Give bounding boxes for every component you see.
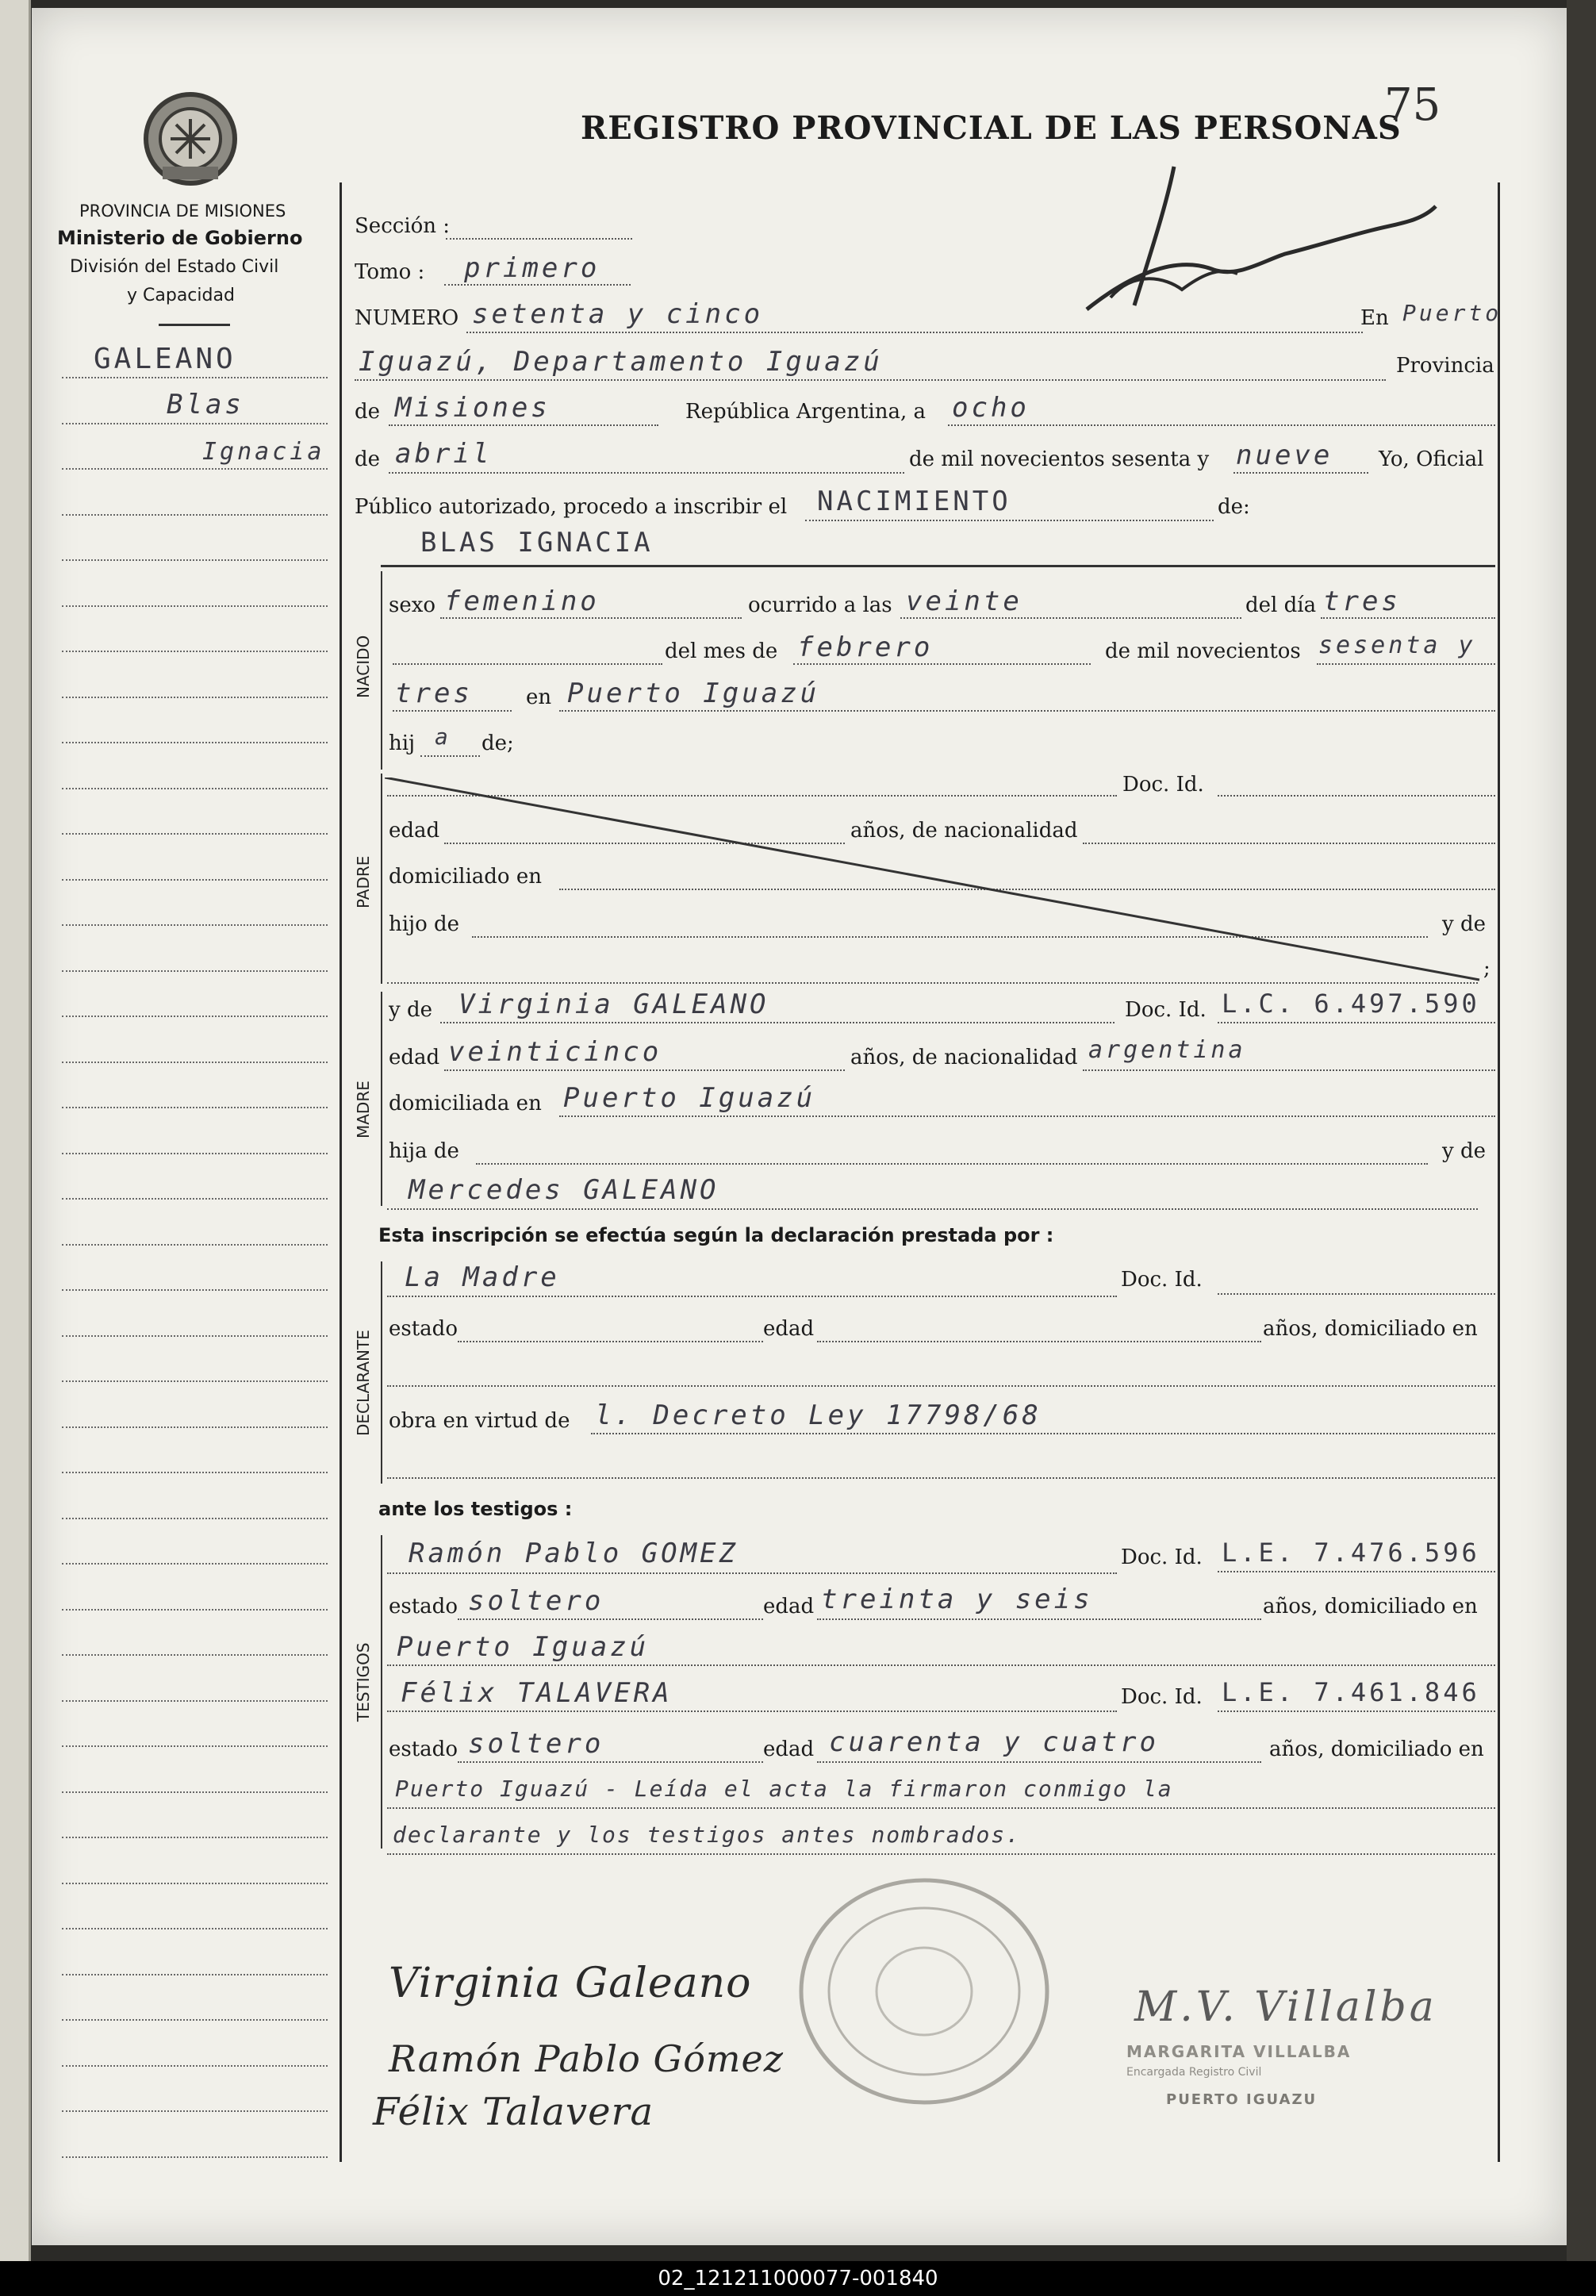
- t2-domic: Puerto Iguazú - Leída el acta la firmaron conmigo la: [395, 1776, 1173, 1802]
- del-mes-label: del mes de: [665, 639, 778, 663]
- padre-strikeout: [385, 777, 1495, 992]
- madre-yde2-label: y de: [1442, 1139, 1486, 1163]
- hora-value: veinte: [906, 586, 1022, 617]
- declarante-estado-line: [458, 1341, 763, 1342]
- madre-bracket: [381, 992, 382, 1206]
- numero-value: setenta y cinco: [472, 298, 764, 330]
- acto-value: NACIMIENTO: [817, 486, 1011, 517]
- month-line: [389, 472, 904, 474]
- ocurrido-label: ocurrido a las: [748, 593, 892, 617]
- declarante-estado-label: estado: [389, 1317, 458, 1341]
- anio2-line: [393, 710, 512, 712]
- padre-doc-label: Doc. Id.: [1122, 773, 1204, 797]
- margin-name-1: Blas: [167, 389, 244, 420]
- madre-name-line: [440, 1022, 1115, 1023]
- t2-doc-value: L.E. 7.461.846: [1222, 1677, 1480, 1707]
- mil-label: de mil novecientos: [1105, 639, 1301, 663]
- tomo-value: primero: [464, 252, 600, 284]
- signature-declarante: Virginia Galeano: [389, 1960, 752, 2007]
- place-line: [355, 379, 1386, 381]
- declarante-edad-line: [817, 1341, 1261, 1342]
- declaracion-text: Esta inscripción se efectúa según la declaración prestada por :: [378, 1224, 1054, 1246]
- numero-label: NUMERO: [355, 306, 459, 330]
- t2-anios-label: años, domiciliado en: [1269, 1737, 1484, 1761]
- declarante-domic-line: [387, 1385, 1495, 1387]
- org-line-1: PROVINCIA DE MISIONES: [79, 202, 286, 221]
- declarante-doc-label: Doc. Id.: [1121, 1268, 1203, 1292]
- lugar-line: [559, 710, 1495, 712]
- en-value: Puerto: [1402, 300, 1502, 326]
- t2-estado-line: [458, 1761, 763, 1763]
- anio-line: [1317, 663, 1495, 665]
- year-value: nueve: [1236, 440, 1333, 471]
- madre-mother-value: Mercedes GALEANO: [409, 1174, 719, 1206]
- book-spine: [0, 0, 31, 2261]
- madre-edad-label: edad: [389, 1046, 440, 1069]
- nacido-bracket: [381, 571, 382, 770]
- t1-estado-line: [458, 1618, 763, 1620]
- mes-value: febrero: [797, 632, 934, 663]
- de2-label: de: [355, 447, 381, 471]
- oficial-stamp-title: Encargada Registro Civil: [1126, 2066, 1262, 2079]
- madre-edad-line: [444, 1069, 845, 1071]
- hij-suffix: a: [435, 724, 451, 750]
- signature-oficial: M.V. Villalba: [1134, 1983, 1437, 2031]
- t1-estado-label: estado: [389, 1595, 458, 1618]
- day-line: [948, 424, 1495, 426]
- t1-edad: treinta y seis: [821, 1584, 1093, 1615]
- hij-label: hij: [389, 731, 416, 755]
- margin-name-2: Ignacia: [202, 438, 325, 466]
- padre-anios-label: años, de nacionalidad: [850, 819, 1078, 843]
- tomo-label: Tomo :: [355, 260, 425, 284]
- padre-yde-label: y de: [1442, 912, 1486, 936]
- anio-value-2: tres: [395, 678, 473, 709]
- padre-hijo-label: hijo de: [389, 912, 460, 936]
- madre-doc-label: Doc. Id.: [1125, 998, 1207, 1022]
- declarante-bracket: [381, 1261, 382, 1484]
- closing-line: [387, 1853, 1495, 1855]
- nacido-label: NACIDO: [354, 635, 373, 698]
- org-line-2: Ministerio de Gobierno: [57, 227, 303, 249]
- declarante-doc-line: [1218, 1293, 1495, 1295]
- org-line-3: División del Estado Civil: [70, 257, 279, 277]
- madre-yde-label: y de: [389, 998, 432, 1022]
- t1-domic: Puerto Iguazú: [397, 1631, 650, 1663]
- madre-domic-label: domiciliada en: [389, 1092, 542, 1115]
- madre-hija-line: [476, 1163, 1428, 1165]
- declarante-name: La Madre: [405, 1261, 560, 1293]
- book-edge: [1567, 0, 1596, 2261]
- lugar-value: Puerto Iguazú: [567, 678, 820, 709]
- madre-doc-line: [1218, 1022, 1495, 1023]
- org-underline: [159, 324, 230, 326]
- padre-edad-label: edad: [389, 819, 440, 843]
- org-line-4: y Capacidad: [127, 286, 235, 305]
- republica-label: República Argentina, a: [685, 400, 926, 424]
- dia-value: tres: [1323, 586, 1401, 617]
- padre-semicolon: ;: [1483, 957, 1490, 981]
- t1-estado: soltero: [468, 1585, 604, 1617]
- seccion-line: [446, 238, 632, 240]
- hij-line: [420, 755, 480, 757]
- madre-domic-line: [559, 1115, 1495, 1117]
- t2-edad: cuarenta y cuatro: [829, 1726, 1159, 1758]
- madre-mother-line: [387, 1208, 1478, 1210]
- t2-edad-label: edad: [763, 1737, 815, 1761]
- de-label-nacido: de;: [481, 731, 514, 755]
- page-number: 75: [1384, 79, 1441, 131]
- t2-estado: soltero: [468, 1728, 604, 1760]
- provincial-seal: [139, 87, 242, 190]
- padre-label: PADRE: [354, 855, 373, 908]
- t1-name: Ramón Pablo GOMEZ: [409, 1538, 739, 1569]
- oficial-stamp-place: PUERTO IGUAZU: [1166, 2091, 1318, 2108]
- mes-line: [793, 663, 1091, 665]
- del-dia-label: del día: [1245, 593, 1317, 617]
- madre-edad-value: veinticinco: [448, 1036, 662, 1068]
- t1-doc-line: [1218, 1571, 1495, 1572]
- signature-testigo-2: Félix Talavera: [373, 2090, 654, 2134]
- t1-edad-label: edad: [763, 1595, 815, 1618]
- t2-name: Félix TALAVERA: [401, 1677, 673, 1709]
- registrant-name: BLAS IGNACIA: [420, 527, 654, 559]
- en-label-nacido: en: [526, 685, 552, 709]
- image-caption: 02_121211000077-001840: [658, 2267, 938, 2290]
- publico-text: Público autorizado, procedo a inscribir el: [355, 495, 788, 519]
- margin-surname: GALEANO: [94, 343, 236, 375]
- numero-line: [466, 332, 1363, 333]
- madre-name: Virginia GALEANO: [458, 989, 769, 1020]
- de3-label: de:: [1218, 495, 1250, 519]
- mes-pre-line: [393, 663, 662, 665]
- de-label: de: [355, 400, 381, 424]
- t1-doc-value: L.E. 7.476.596: [1222, 1538, 1480, 1568]
- t2-name-line: [387, 1710, 1117, 1712]
- t1-edad-line: [817, 1618, 1261, 1620]
- padre-bracket: [381, 774, 382, 984]
- t1-name-line: [387, 1572, 1117, 1574]
- year-line: [1233, 472, 1368, 474]
- obra-value: l. Decreto Ley 17798/68: [595, 1399, 1042, 1431]
- yo-label: Yo, Oficial: [1379, 447, 1484, 471]
- obra-label: obra en virtud de: [389, 1409, 570, 1433]
- madre-hija-label: hija de: [389, 1139, 459, 1163]
- t1-doc-label: Doc. Id.: [1121, 1545, 1203, 1569]
- margin-border: [340, 182, 342, 2162]
- padre-domic-label: domiciliado en: [389, 865, 542, 889]
- sexo-value: femenino: [444, 586, 600, 617]
- declarante-anios-label: años, domiciliado en: [1263, 1317, 1478, 1341]
- hora-line: [900, 617, 1241, 619]
- t2-domic-line: [387, 1807, 1495, 1809]
- right-border: [1498, 182, 1500, 2162]
- sexo-label: sexo: [389, 593, 436, 617]
- tomo-line: [444, 284, 631, 286]
- testigos-bracket: [381, 1535, 382, 1849]
- seccion-label: Sección :: [355, 214, 451, 238]
- registrant-line: [381, 565, 1495, 567]
- declarante-label: DECLARANTE: [354, 1330, 373, 1436]
- acto-line: [805, 520, 1214, 521]
- t2-edad-line: [817, 1761, 1261, 1763]
- testigos-label: TESTIGOS: [354, 1642, 373, 1722]
- oficial-stamp-name: MARGARITA VILLALBA: [1126, 2042, 1352, 2061]
- t1-anios-label: años, domiciliado en: [1263, 1595, 1478, 1618]
- closing-text: declarante y los testigos antes nombrados.: [393, 1822, 1022, 1848]
- day-value: ocho: [952, 392, 1030, 424]
- anio-value: sesenta y: [1318, 632, 1476, 659]
- madre-anios-label: años, de nacionalidad: [850, 1046, 1078, 1069]
- month-value: abril: [395, 438, 493, 470]
- signature-testigo-1: Ramón Pablo Gómez: [389, 2037, 784, 2080]
- t1-domic-line: [387, 1664, 1495, 1666]
- t2-doc-label: Doc. Id.: [1121, 1685, 1203, 1709]
- madre-label: MADRE: [354, 1081, 373, 1138]
- madre-nac-value: argentina: [1088, 1036, 1246, 1064]
- testigos-intro: ante los testigos :: [378, 1498, 573, 1520]
- madre-nac-line: [1083, 1069, 1495, 1071]
- round-stamp: [793, 1872, 1055, 2110]
- dia-line: [1321, 617, 1495, 619]
- t2-estado-label: estado: [389, 1737, 458, 1761]
- obra-line: [591, 1433, 1495, 1434]
- t2-doc-line: [1218, 1710, 1495, 1712]
- declarante-last-line: [387, 1477, 1495, 1479]
- madre-domic-value: Puerto Iguazú: [563, 1082, 816, 1114]
- year-text: de mil novecientos sesenta y: [909, 447, 1210, 471]
- place-value: Iguazú, Departamento Iguazú: [359, 346, 883, 378]
- declarante-edad-label: edad: [763, 1317, 815, 1341]
- page-title: REGISTRO PROVINCIAL DE LAS PERSONAS: [581, 109, 1402, 147]
- sexo-line: [440, 617, 742, 619]
- province-line: [389, 424, 658, 426]
- declarante-name-line: [387, 1296, 1117, 1297]
- madre-doc-value: L.C. 6.497.590: [1222, 989, 1480, 1019]
- en-label: En: [1360, 306, 1389, 330]
- province-value: Misiones: [395, 392, 551, 424]
- provincia-label: Provincia: [1396, 354, 1494, 378]
